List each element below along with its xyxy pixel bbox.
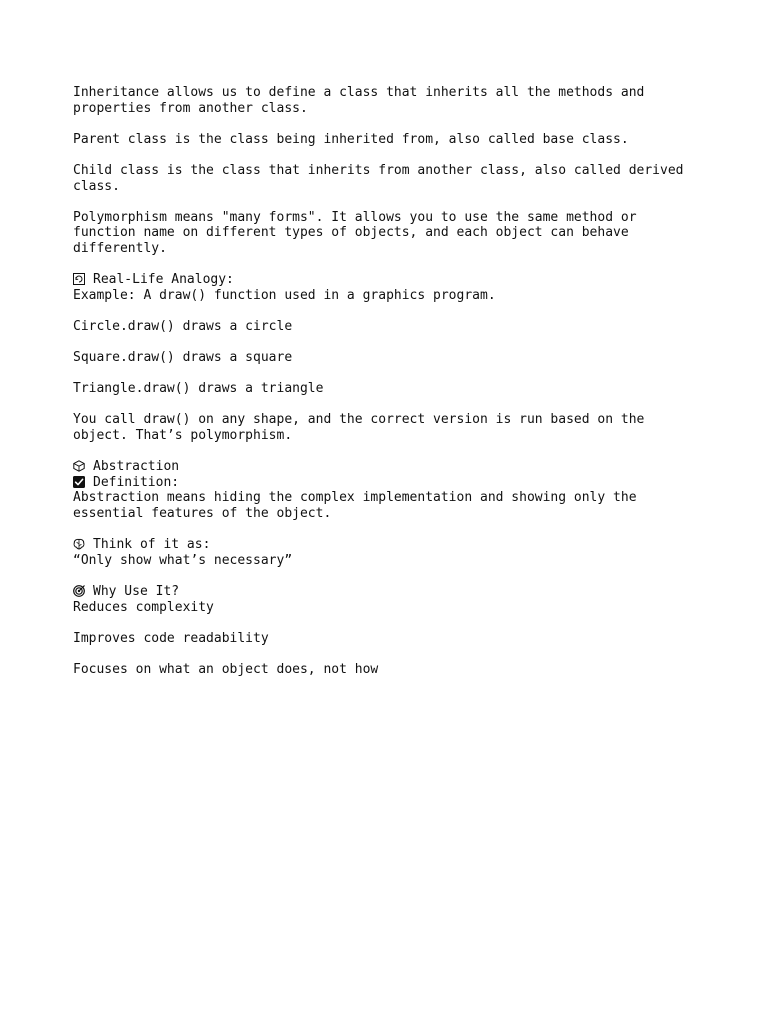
summary-line-1: You call draw() on any shape, and the correct version is run based on the: [73, 412, 645, 428]
checkmark-icon: [73, 476, 85, 488]
analogy-example: Example: A draw() function used in a graphics program.: [73, 287, 496, 303]
polymorphism-text-line-3: differently.: [73, 240, 167, 256]
summary-line-2: object. That’s polymorphism.: [73, 428, 293, 444]
think-quote: “Only show what’s necessary”: [73, 552, 293, 568]
why-heading-line: [73, 584, 713, 600]
analogy-heading-line: [73, 272, 713, 288]
definition-heading: Definition:: [93, 474, 180, 490]
parent-class-text: Parent class is the class being inherited from, also called base class.: [73, 131, 629, 147]
abstraction-heading: Abstraction: [93, 459, 180, 475]
abstraction-text-line-1: Abstraction means hiding the complex implementation and showing only the: [73, 490, 637, 506]
reason-reduces-complexity: Reduces complexity: [73, 599, 214, 615]
example-triangle: Triangle.draw() draws a triangle: [73, 381, 324, 397]
polymorphism-text-line-2: function name on different types of objects, and each object can behave: [73, 225, 629, 241]
target-icon: [73, 585, 85, 597]
polymorphism-text-line-1: Polymorphism means "many forms". It allows you to use the same method or: [73, 209, 637, 225]
brain-icon: [73, 538, 85, 550]
refresh-icon: [73, 273, 85, 285]
document-body: [73, 85, 713, 678]
inheritance-text-line-2: properties from another class.: [73, 100, 308, 116]
definition-heading-line: [73, 475, 713, 491]
think-heading-line: [73, 537, 713, 553]
why-heading: Why Use It?: [93, 584, 180, 599]
child-class-text-line-1: Child class is the class that inherits from another class, also called derived: [73, 162, 684, 178]
think-heading: Think of it as:: [93, 537, 211, 553]
child-class-text-line-2: class.: [73, 178, 120, 194]
inheritance-text-line-1: Inheritance allows us to define a class that inherits all the methods and: [73, 85, 645, 100]
reason-readability: Improves code readability: [73, 630, 269, 646]
example-square: Square.draw() draws a square: [73, 350, 293, 366]
abstraction-text-line-2: essential features of the object.: [73, 506, 332, 522]
analogy-heading: Real-Life Analogy:: [93, 272, 234, 288]
package-icon: [73, 460, 85, 472]
example-circle: Circle.draw() draws a circle: [73, 318, 293, 334]
abstraction-heading-line: [73, 459, 713, 475]
reason-focus: Focuses on what an object does, not how: [73, 661, 379, 677]
